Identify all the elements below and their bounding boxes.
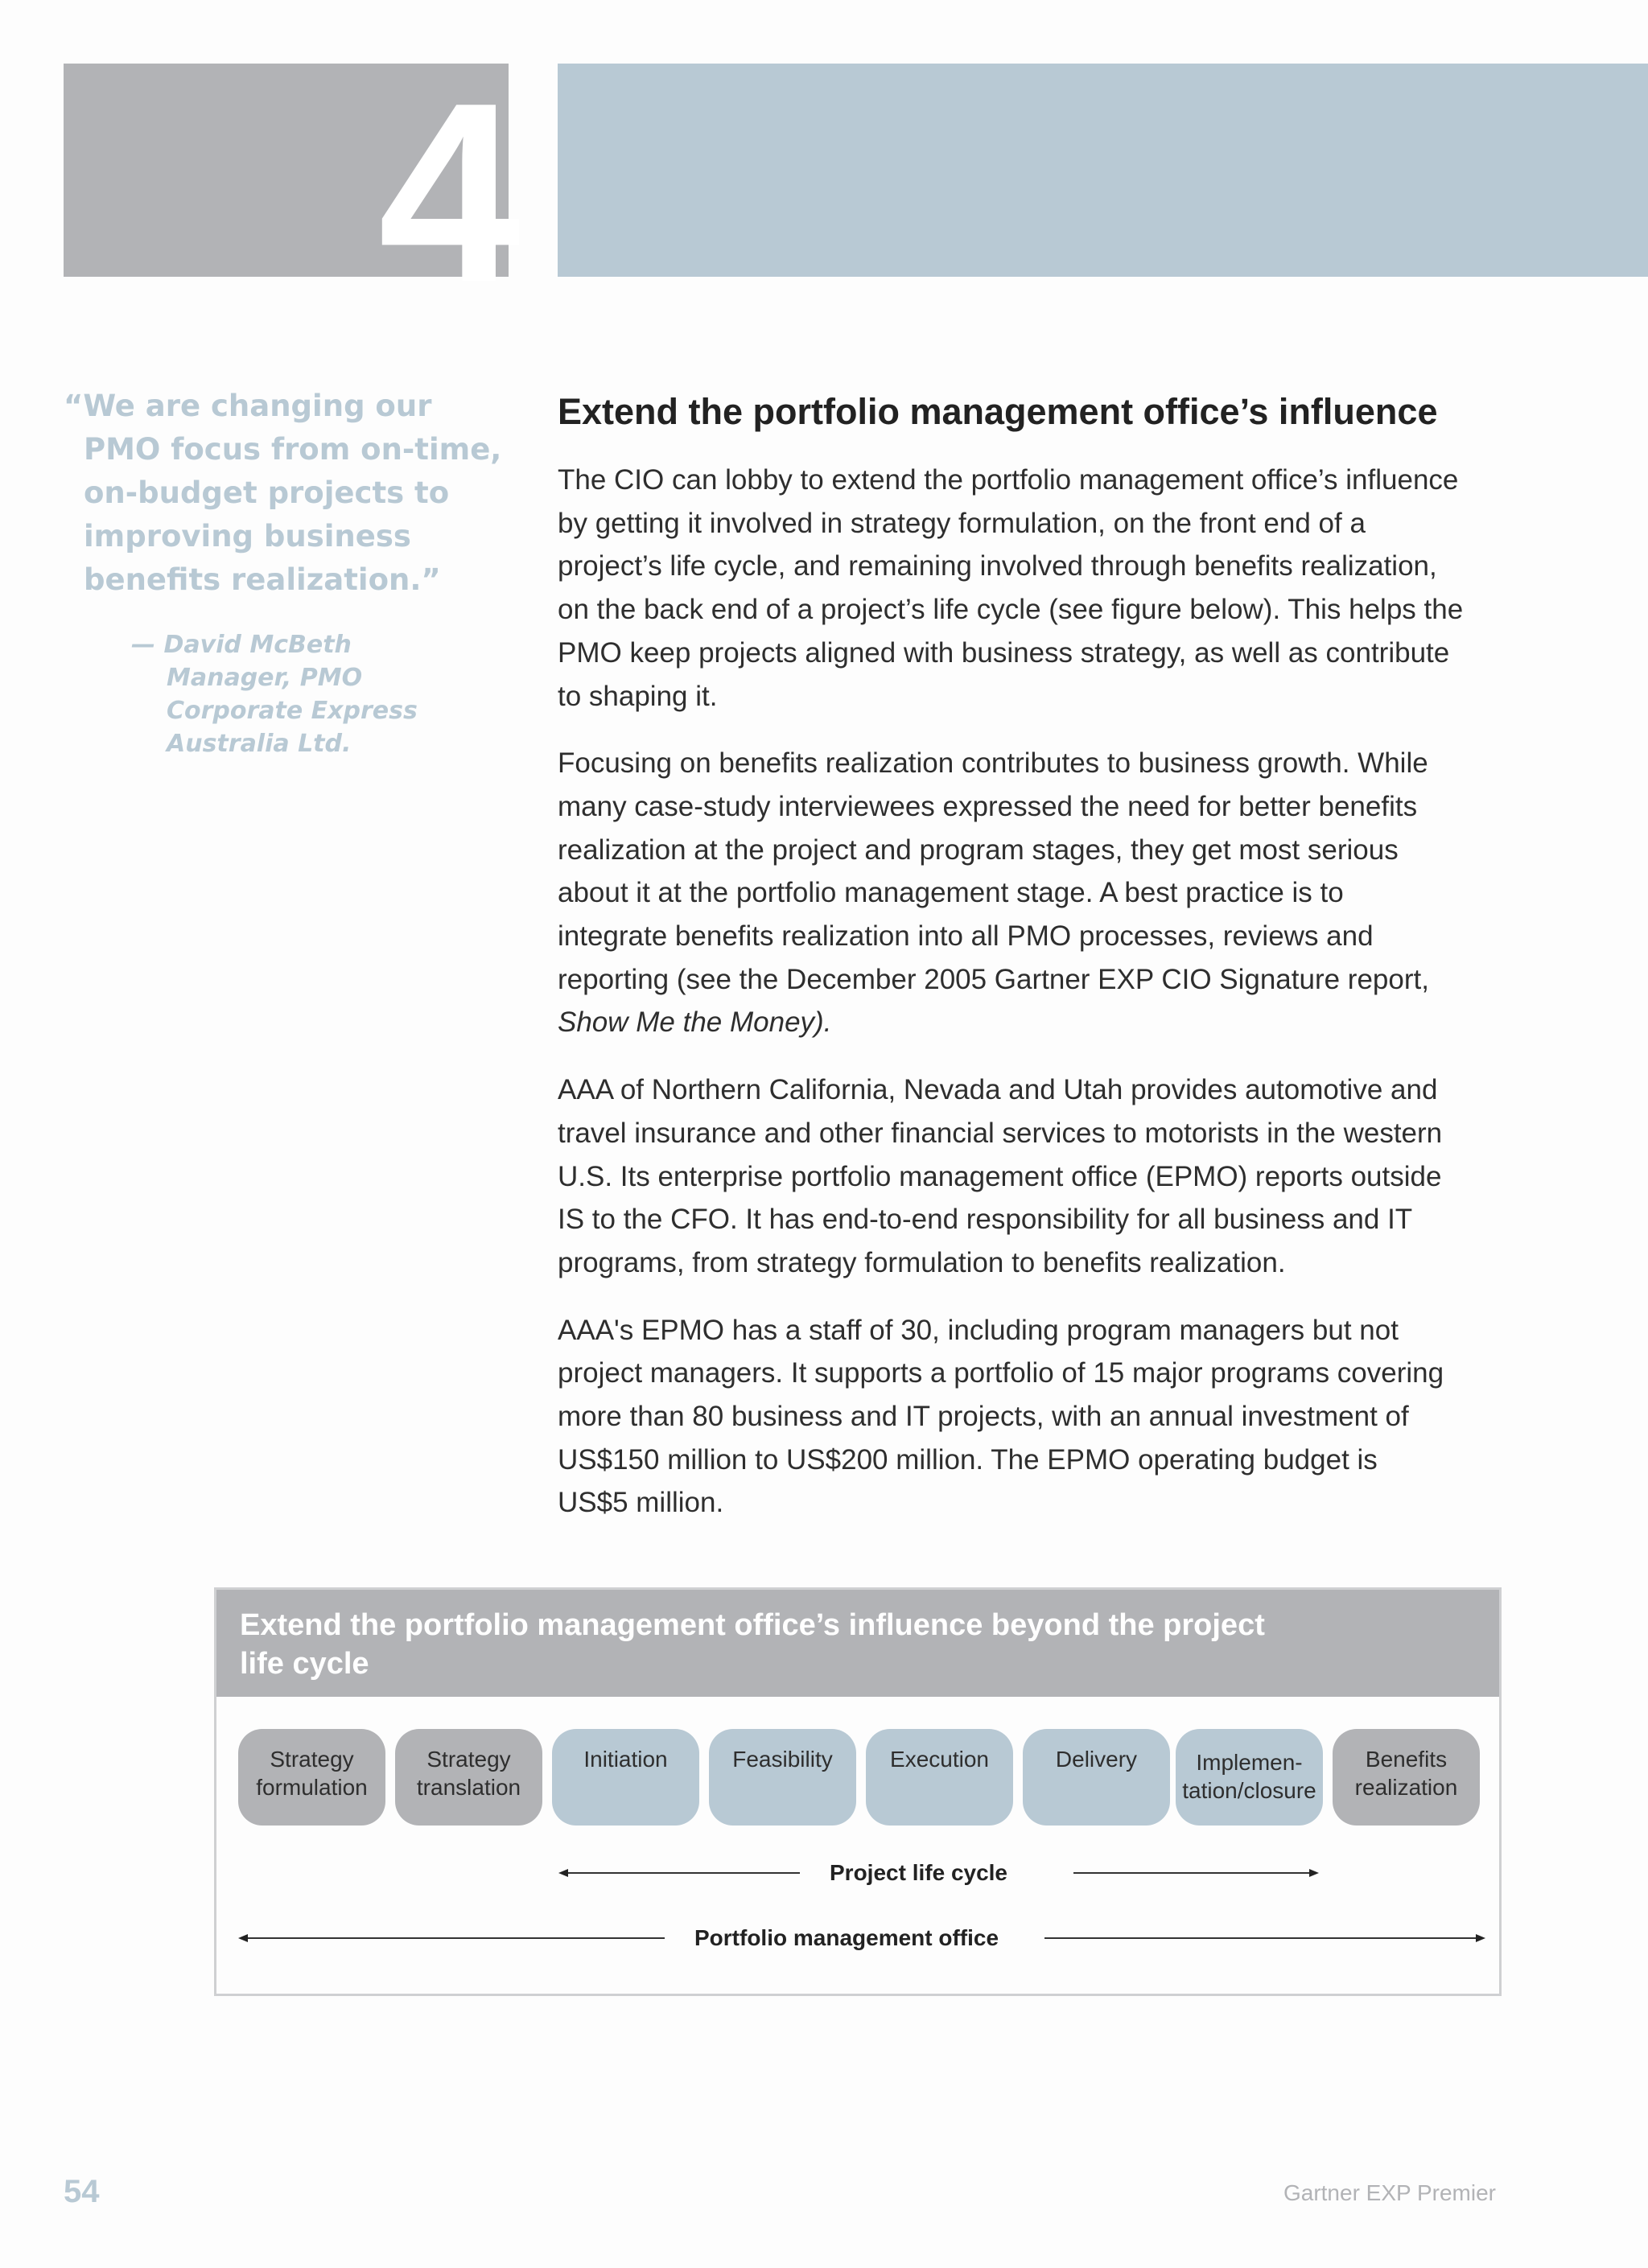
paragraph [558,1068,1604,1285]
text-line: US$150 million to US$200 million. The EPMO operating budget is [558,1443,1378,1476]
stage-label-line: Execution [890,1747,989,1772]
stage-label-line: translation [416,1775,521,1800]
text-line: to shaping it. [558,680,718,712]
paragraph [558,1309,1604,1525]
text-line: about it at the portfolio management stage. A best practice is to [558,877,1344,909]
text-line: Focusing on benefits realization contributes to business growth. While [558,747,1428,780]
pull-quote-line: improving business [84,519,411,554]
chapter-header-blue-band [558,64,1648,277]
page-number: 54 [64,2174,100,2209]
text-line: programs, from strategy formulation to benefits realization. [558,1246,1286,1278]
project-life-cycle-label: Project life cycle [830,1860,1008,1885]
life-cycle-figure [214,1587,1502,1996]
attribution-line: Australia Ltd. [167,730,352,758]
text-line: project’s life cycle, and remaining involved through benefits realization, [558,550,1437,582]
text-line: more than 80 business and IT projects, with an annual investment of [558,1401,1409,1433]
stage-implementation-closure [1176,1729,1323,1826]
project-life-cycle-arrow [558,1861,1319,1885]
pmo-arrow [238,1926,1485,1950]
text-line: IS to the CFO. It has end-to-end responsibility for all business and IT [558,1204,1413,1236]
stage-feasibility [709,1729,856,1826]
text-line: U.S. Its enterprise portfolio management office (EPMO) reports outside [558,1160,1442,1192]
section-title: Extend the portfolio management office’s influence [558,391,1438,432]
text-line: reporting (see the December 2005 Gartner EXP CIO Signature report, [558,963,1429,995]
text-line: AAA's EPMO has a staff of 30, including program managers but not [558,1314,1399,1346]
attribution-line: Corporate Express [167,697,418,725]
footer-brand: Gartner EXP Premier [1283,2180,1496,2205]
paragraph [558,459,1604,718]
text-line: PMO keep projects aligned with business strategy, as well as contribute [558,636,1450,669]
body-text [558,459,1604,1549]
stage-execution [866,1729,1013,1826]
text-line: integrate benefits realization into all PMO processes, reviews and [558,920,1374,953]
stage-label-line: tation/closure [1182,1778,1316,1803]
pull-quote-line: “We are changing our [64,389,432,423]
stage-label-line: Initiation [583,1747,668,1772]
stage-label-line: realization [1354,1775,1458,1800]
stage-label-line: formulation [256,1775,368,1800]
stage-initiation [552,1729,699,1826]
stage-label-line: Feasibility [732,1747,833,1772]
figure-header [216,1590,1499,1697]
text-line: by getting it involved in strategy formulation, on the front end of a [558,507,1366,539]
text-line: project managers. It supports a portfolio of 15 major programs covering [558,1357,1444,1389]
figure-title-line: Extend the portfolio management office’s influence beyond the project [240,1608,1265,1642]
pmo-label: Portfolio management office [694,1925,999,1950]
stage-label-line: Strategy [426,1747,511,1772]
figure-title [240,1606,1447,1683]
paragraph [558,742,1604,1044]
text-line: realization at the project and program stages, they get most serious [558,834,1399,866]
stage-label-line: Strategy [270,1747,354,1772]
text-line: on the back end of a project’s life cycle (see figure below). This helps the [558,594,1464,626]
chapter-number: 4 [378,101,516,286]
pull-quote-line: benefits realization.” [84,562,441,597]
report-title-text: Show Me the Money). [558,1006,832,1039]
stage-label-line: Benefits [1365,1747,1448,1772]
attribution-line: Manager, PMO [167,664,363,692]
text-line: US$5 million. [558,1487,724,1519]
pull-quote-line: on-budget projects to [84,475,450,510]
stage-delivery [1023,1729,1170,1826]
stage-label-line: Delivery [1055,1747,1138,1772]
stage-label-line: Implemen- [1196,1750,1303,1775]
quote-attribution [131,628,469,760]
pull-quote-line: PMO focus from on-time, [84,432,502,467]
figure-title-line: life cycle [240,1647,369,1681]
text-line: The CIO can lobby to extend the portfolio management office’s influence [558,464,1459,496]
text-line: many case-study interviewees expressed the need for better benefits [558,790,1418,822]
stage-benefits-realization [1333,1729,1480,1826]
stage-strategy-formulation [238,1729,385,1826]
pull-quote [64,385,514,602]
stage-strategy-translation [395,1729,542,1826]
text-line: AAA of Northern California, Nevada and Utah provides automotive and [558,1074,1438,1106]
text-line: travel insurance and other financial services to motorists in the western [558,1117,1443,1149]
attribution-line: — David McBeth [131,631,352,659]
